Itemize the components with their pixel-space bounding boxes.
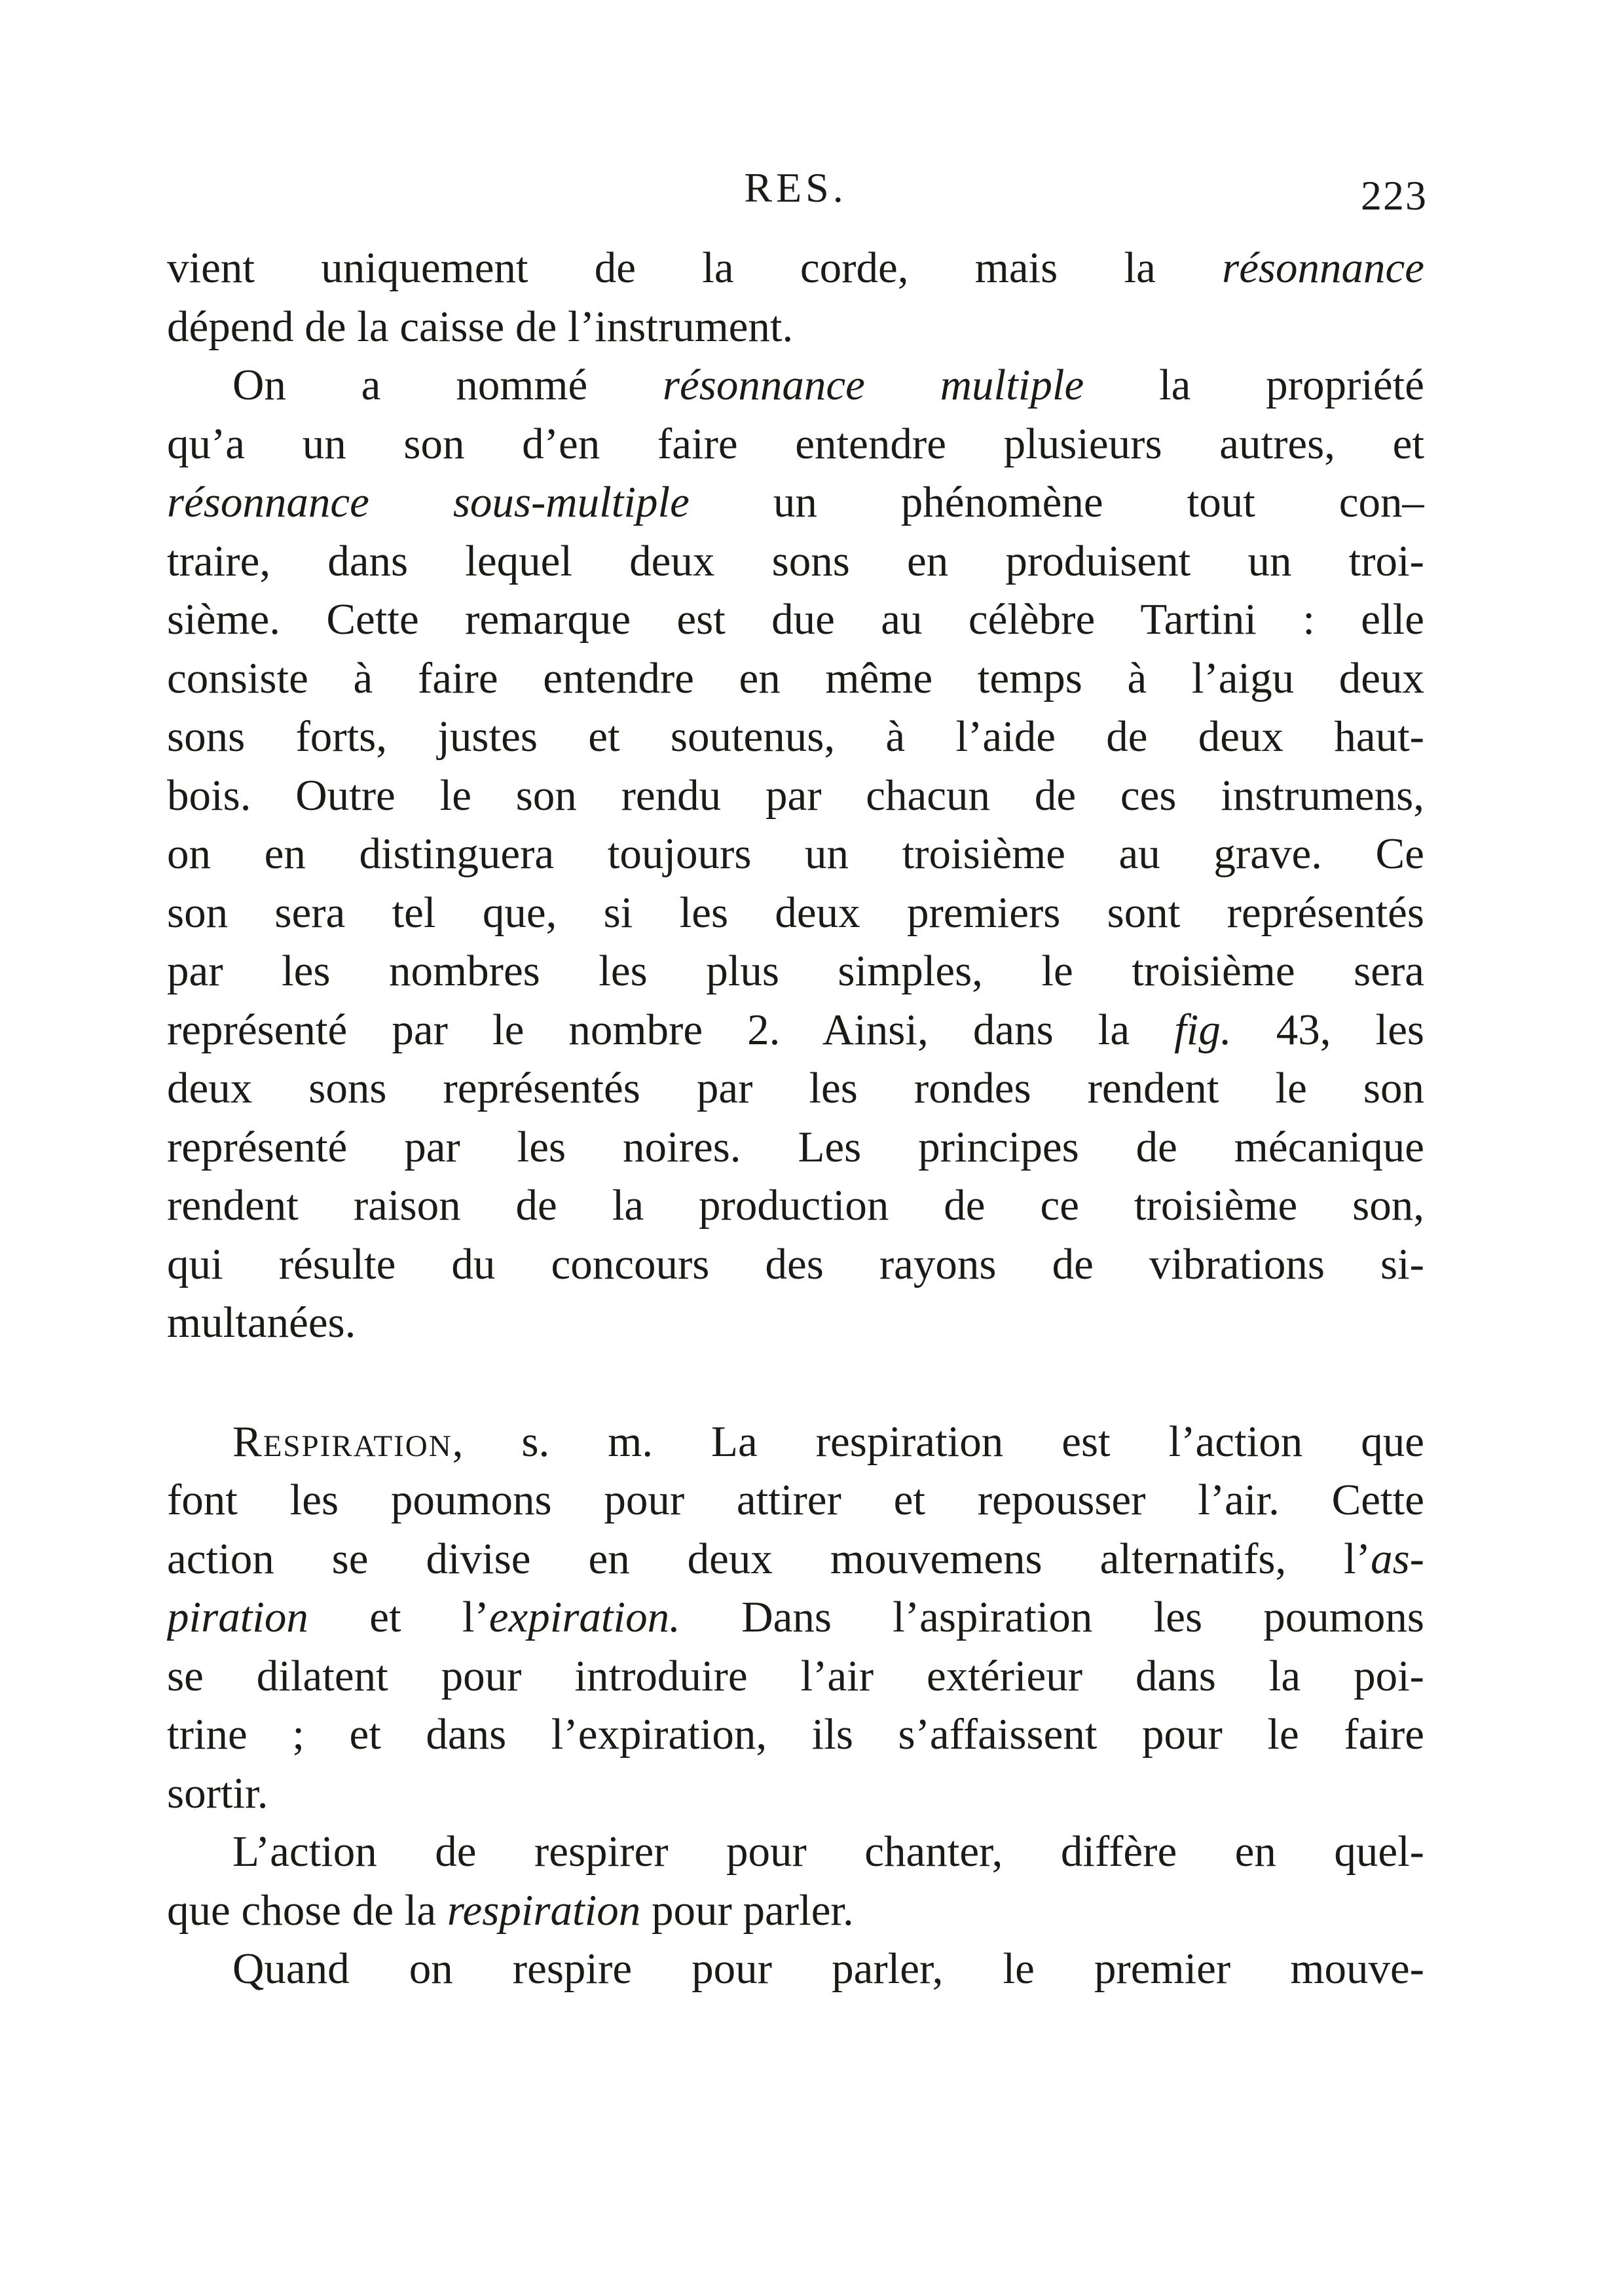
text-segment: on en distinguera toujours un troisième au grave. Ce xyxy=(167,829,1424,878)
text-segment: Quand on respire pour parler, le premier mouve- xyxy=(232,1944,1424,1993)
text-segment: qui résulte du concours des rayons de vibrations si- xyxy=(167,1239,1424,1288)
text-segment: Dans l’aspiration les poumons xyxy=(680,1593,1424,1641)
italic-term: résonnance sous-multiple xyxy=(167,478,690,526)
text-line xyxy=(167,1530,1424,1589)
italic-term: fig. xyxy=(1174,1005,1232,1054)
text-line xyxy=(167,1235,1424,1294)
text-segment: 43, les xyxy=(1231,1005,1424,1054)
text-segment: On a nommé xyxy=(232,361,663,409)
italic-term: respiration xyxy=(447,1886,641,1935)
text-segment: bois. Outre le son rendu par chacun de ces instrumens, xyxy=(167,771,1424,820)
text-line xyxy=(167,884,1424,943)
text-line xyxy=(167,1940,1424,1999)
text-line xyxy=(167,649,1424,708)
text-line xyxy=(167,825,1424,884)
text-line xyxy=(167,298,1424,357)
text-segment: consiste à faire entendre en même temps à l’aigu deux xyxy=(167,653,1424,702)
text-segment: pour parler. xyxy=(640,1886,854,1935)
text-segment: traire, dans lequel deux sons en produisent un troi- xyxy=(167,536,1424,585)
paragraph-gap xyxy=(167,1353,1424,1413)
entry-headword: Respiration xyxy=(232,1417,452,1466)
text-segment: rendent raison de la production de ce troisième son, xyxy=(167,1181,1424,1230)
text-segment: , s. m. La respiration est l’action que xyxy=(452,1417,1424,1466)
text-segment: qu’a un son d’en faire entendre plusieurs autres, et xyxy=(167,419,1424,468)
text-line xyxy=(167,1413,1424,1472)
text-line xyxy=(167,1001,1424,1060)
text-segment: font les poumons pour attirer et repousser l’air. Cette xyxy=(167,1476,1424,1524)
text-segment: et l’ xyxy=(308,1593,489,1641)
text-line xyxy=(167,239,1424,298)
text-line xyxy=(167,1294,1424,1353)
text-segment: que chose de la xyxy=(167,1886,447,1935)
text-segment: dépend de la caisse de l’instrument. xyxy=(167,302,794,351)
text-line xyxy=(167,1823,1424,1882)
page-number: 223 xyxy=(1361,172,1428,219)
text-segment: représenté par le nombre 2. Ainsi, dans la xyxy=(167,1005,1175,1054)
text-segment: L’action de respirer pour chanter, diffère en quel- xyxy=(232,1827,1424,1876)
italic-term: piration xyxy=(167,1593,308,1641)
text-segment: son sera tel que, si les deux premiers sont représentés xyxy=(167,888,1424,937)
text-line xyxy=(167,415,1424,474)
text-line xyxy=(167,1176,1424,1235)
text-segment: un phénomène tout con– xyxy=(689,478,1424,526)
page-header xyxy=(164,164,1428,223)
text-line xyxy=(167,532,1424,591)
text-segment: par les nombres les plus simples, le troisième sera xyxy=(167,947,1424,995)
text-line xyxy=(167,1647,1424,1706)
text-segment: multanées. xyxy=(167,1298,356,1347)
text-line xyxy=(167,767,1424,826)
italic-term: résonnance xyxy=(1222,244,1424,292)
text-segment: trine ; et dans l’expiration, ils s’affaissent pour le faire xyxy=(167,1710,1424,1758)
text-segment: la propriété xyxy=(1084,361,1424,409)
text-line xyxy=(167,473,1424,532)
text-line xyxy=(167,942,1424,1001)
text-segment: deux sons représentés par les rondes rendent le son xyxy=(167,1064,1424,1112)
text-line xyxy=(167,591,1424,649)
text-segment: action se divise en deux mouvemens alternatifs, l’ xyxy=(167,1534,1371,1583)
italic-term: as- xyxy=(1371,1534,1424,1583)
text-line xyxy=(167,708,1424,767)
text-line xyxy=(167,1471,1424,1530)
text-segment: sième. Cette remarque est due au célèbre Tartini : elle xyxy=(167,595,1424,644)
text-segment: sons forts, justes et soutenus, à l’aide de deux haut- xyxy=(167,712,1424,761)
italic-term: expiration. xyxy=(489,1593,680,1641)
text-line xyxy=(167,1882,1424,1941)
text-line xyxy=(167,1764,1424,1823)
text-segment: représenté par les noires. Les principes de mécanique xyxy=(167,1122,1424,1171)
text-line xyxy=(167,1588,1424,1647)
text-line xyxy=(167,1118,1424,1177)
text-line xyxy=(167,1705,1424,1764)
text-segment: sortir. xyxy=(167,1768,268,1817)
text-line xyxy=(167,1059,1424,1118)
italic-term: résonnance multiple xyxy=(662,361,1084,409)
text-segment: vient uniquement de la corde, mais la xyxy=(167,244,1223,292)
text-line xyxy=(167,356,1424,415)
body-text xyxy=(167,239,1424,1999)
running-head: RES. xyxy=(744,164,847,211)
text-segment: se dilatent pour introduire l’air extérieur dans la poi- xyxy=(167,1651,1424,1700)
